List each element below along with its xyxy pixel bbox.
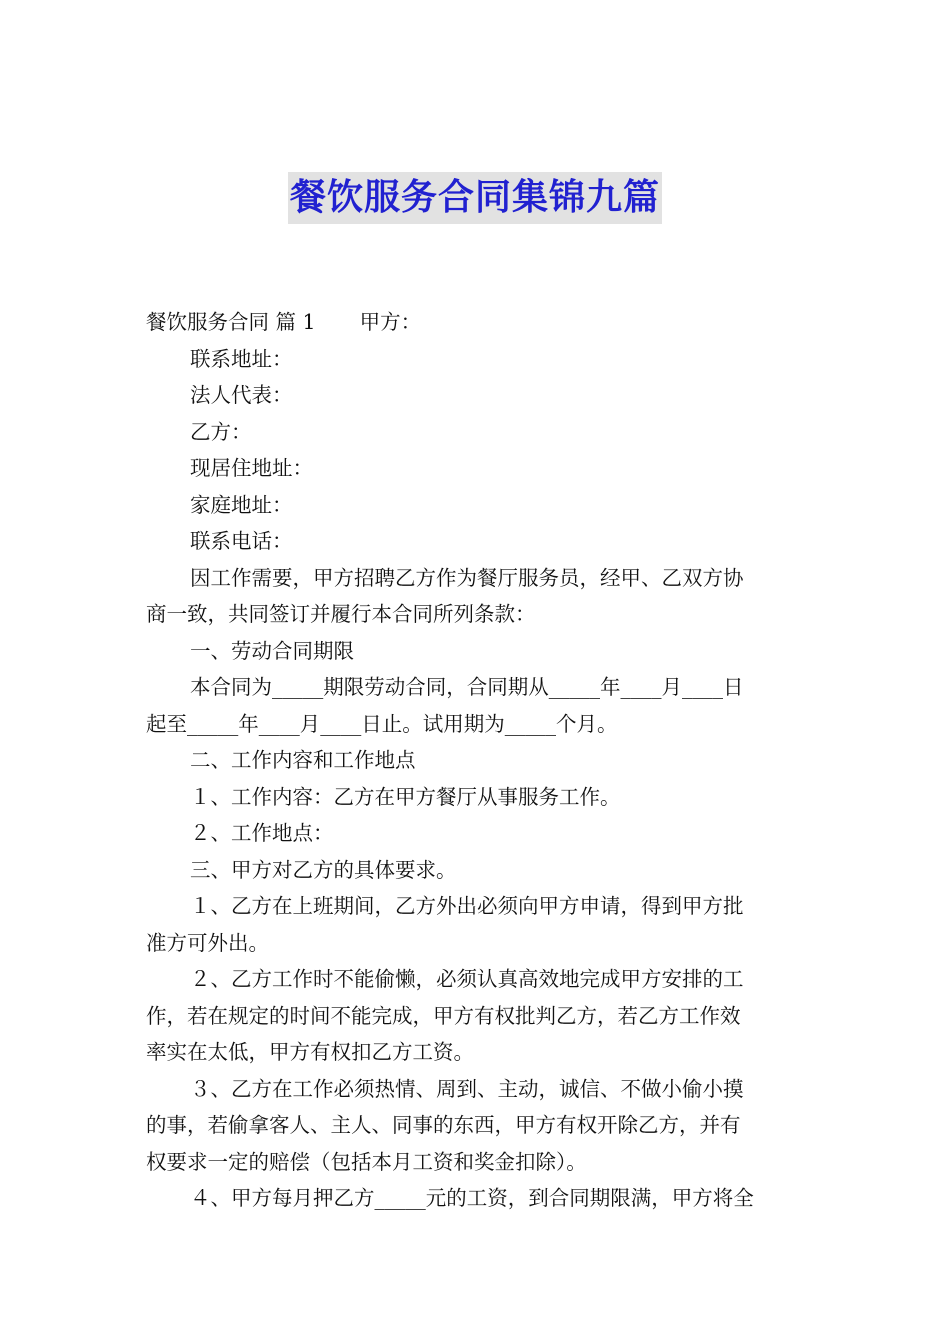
paragraph-heading-line [146,304,810,341]
phone-line: 联系电话： [190,529,293,553]
text-line: ２、工作地点： [190,821,334,845]
text-line: ４、甲方每月押乙方_____元的工资，到合同期限满，甲方将全 [190,1186,754,1210]
text-line: 本合同为_____期限劳动合同，合同期从_____年____月____日 [190,675,744,699]
legal-representative-line: 法人代表： [190,383,293,407]
text-line: １、工作内容：乙方在甲方餐厅从事服务工作。 [190,784,621,809]
current-address-line: 现居住地址： [190,456,313,480]
contact-address-line: 联系地址： [190,346,293,371]
text-line: 因工作需要，甲方招聘乙方作为餐厅服务员，经甲、乙双方协 [190,565,744,590]
home-address-line: 家庭地址： [190,492,293,517]
party-a-label: 甲方： [359,310,422,334]
text-line: 商一致，共同签订并履行本合同所列条款： [146,602,536,626]
party-b-line: 乙方： [190,419,252,444]
section-label: 餐饮服务合同 篇 1 [146,310,316,334]
text-line: ３、乙方在工作必须热情、周到、主动，诚信、不做小偷小摸 [190,1076,744,1101]
section-heading: 三、甲方对乙方的具体要求。 [190,857,457,882]
text-line: 准方可外出。 [146,930,269,955]
document-body [146,304,810,1217]
text-line: 的事，若偷拿客人、主人、同事的东西，甲方有权开除乙方，并有 [146,1113,741,1137]
text-line: ２、乙方工作时不能偷懒，必须认真高效地完成甲方安排的工 [190,967,744,991]
text-line: 作，若在规定的时间不能完成，甲方有权批判乙方，若乙方工作效 [146,1003,741,1028]
title-container [0,172,950,224]
text-line: 率实在太低，甲方有权扣乙方工资。 [146,1040,474,1064]
section-heading: 二、工作内容和工作地点 [190,748,416,772]
text-line: １、乙方在上班期间，乙方外出必须向甲方申请，得到甲方批 [190,894,744,918]
text-line: 起至_____年____月____日止。试用期为_____个月。 [146,711,618,736]
text-line: 权要求一定的赔偿（包括本月工资和奖金扣除）。 [146,1149,587,1174]
document-title: 餐饮服务合同集锦九篇 [288,172,662,224]
section-heading: 一、劳动合同期限 [190,638,354,663]
